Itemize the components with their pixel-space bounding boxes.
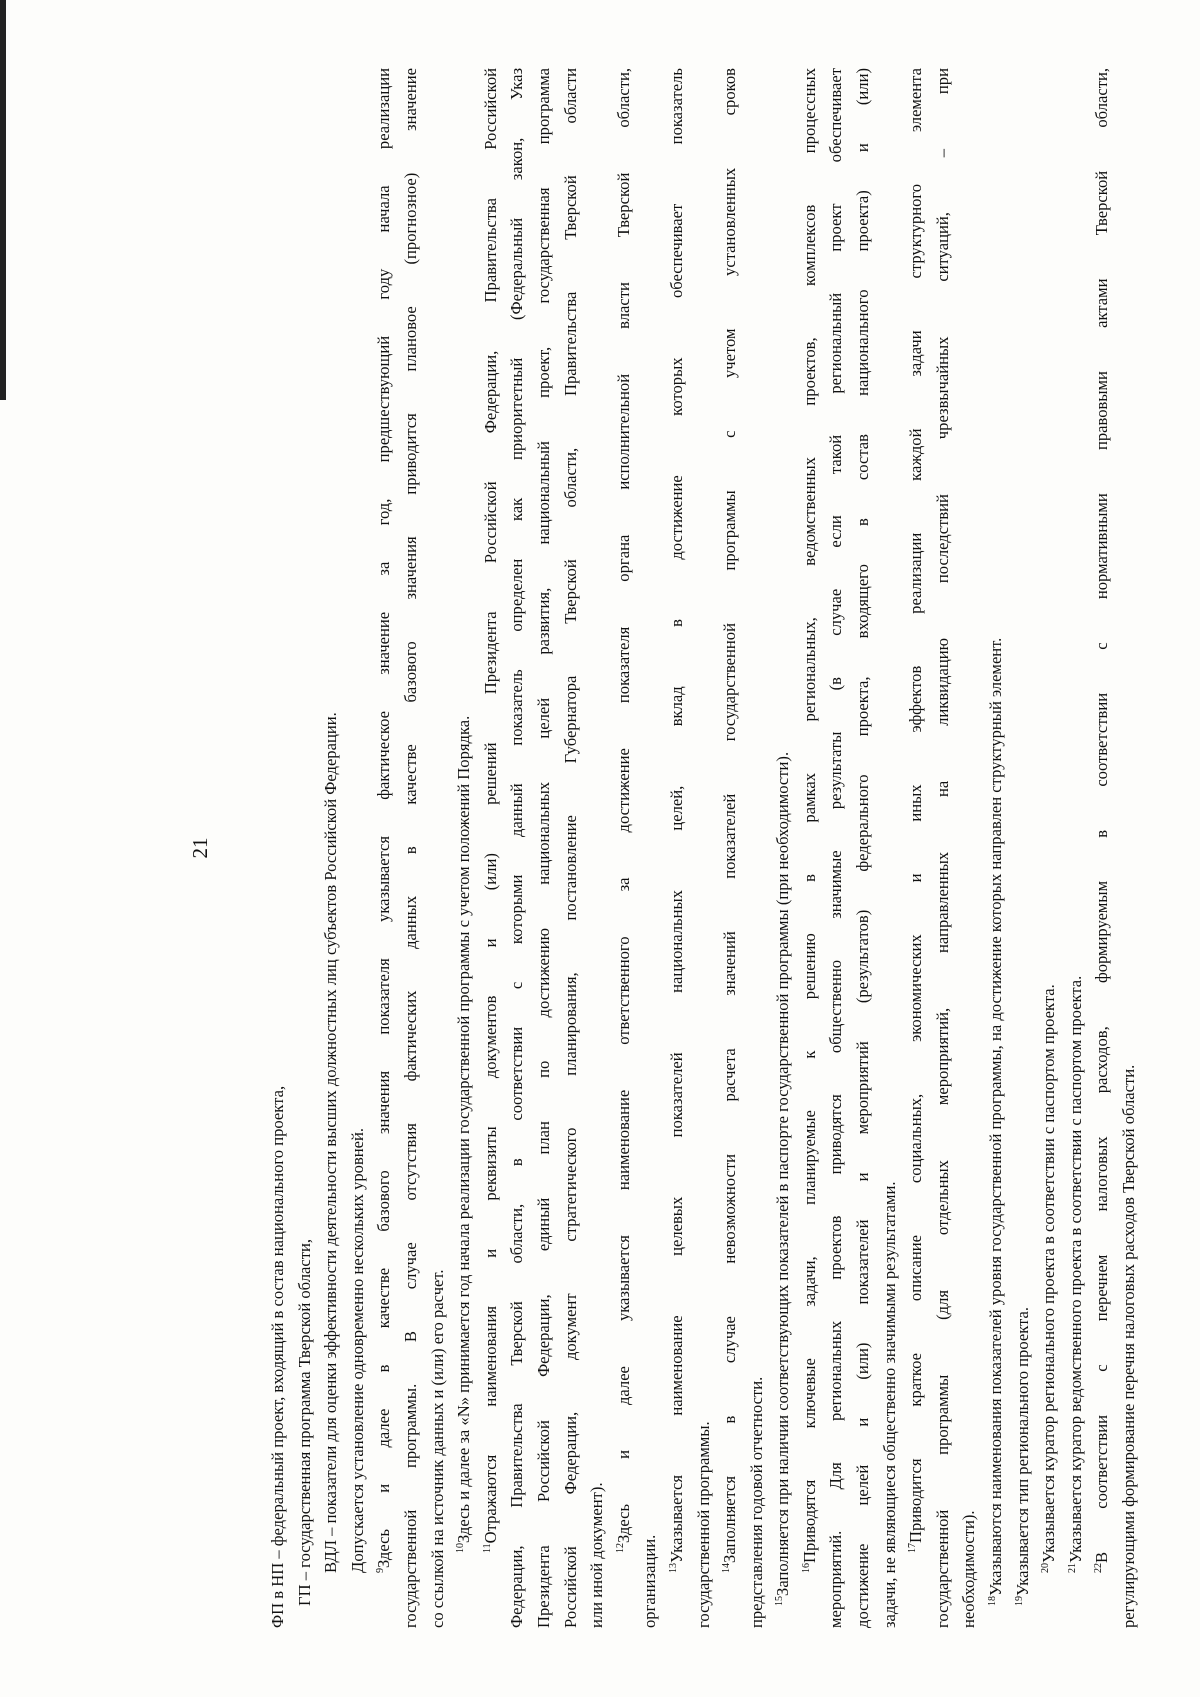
footnote-text: Федерации, Правительства Тверской области, в соответствии с которыми данный показатель определен как приоритетный (Федеральный закон, Указ xyxy=(507,68,527,1628)
footnote-line xyxy=(451,68,478,1628)
footnote-text: представления годовой отчетности. xyxy=(746,1376,766,1628)
footnote-text: Отражаются наименования и реквизиты документов и (или) решений Президента Российской Федерации, Правительства Российской xyxy=(480,68,500,1544)
footnote-line xyxy=(1063,68,1090,1628)
footnote-number: 16 xyxy=(800,1563,812,1573)
footnote-text: ГП – государственная программа Тверской области, xyxy=(294,1239,314,1606)
footnote-line xyxy=(956,68,983,1628)
footnote-line xyxy=(531,68,558,1628)
footnote-text: В соответствии с перечнем налоговых расходов, формируемым в соответствии с нормативными правовыми актами Тверской области, xyxy=(1092,68,1112,1563)
footnote-text: Здесь и далее за «N» принимается год начала реализации государственной программы с учетом положений Порядка. xyxy=(454,715,474,1543)
footnote-number: 13 xyxy=(667,1563,679,1573)
footnote-text: или иной документ). xyxy=(587,1482,607,1628)
footnote-text: Указывается куратор ведомственного проекта в соответствии с паспортом проекта. xyxy=(1065,975,1085,1563)
footnote-text: государственной программы (для отдельных мероприятий, направленных на ликвидацию последствий чрезвычайных ситуаций, – при xyxy=(932,68,952,1628)
footnote-number: 9 xyxy=(375,1568,387,1573)
footnote-number: 12 xyxy=(614,1543,626,1553)
footnote-number: 22 xyxy=(1093,1563,1105,1573)
footnote-line xyxy=(1010,68,1037,1628)
footnote-line xyxy=(584,68,611,1628)
footnote-number: 21 xyxy=(1066,1563,1078,1573)
footnote-number: 14 xyxy=(721,1563,733,1573)
footnote-line xyxy=(637,68,664,1628)
footnote-number: 10 xyxy=(455,1543,467,1553)
footnote-line xyxy=(478,68,505,1628)
footnote-line xyxy=(823,68,850,1628)
footnote-text: Приводится краткое описание социальных, экономических и иных эффектов реализации каждой задачи структурного элемента xyxy=(906,68,926,1543)
footnote-line xyxy=(371,68,398,1628)
footnote-line xyxy=(930,68,957,1628)
footnote-line xyxy=(558,68,585,1628)
footnote-line xyxy=(1116,68,1143,1628)
footnote-text: Указывается куратор регионального проекта в соответствии с паспортом проекта. xyxy=(1039,984,1059,1563)
footnote-number: 11 xyxy=(481,1543,493,1553)
footnote-text: задачи, не являющиеся общественно значимыми результатами. xyxy=(879,1181,899,1628)
footnote-text: организации. xyxy=(640,1534,660,1628)
footnote-text: Указываются наименования показателей уровня государственной программы, на достижение которых направлен структурный элемент. xyxy=(986,637,1006,1596)
footnote-number: 19 xyxy=(1013,1596,1025,1606)
footnotes-list xyxy=(265,68,1143,1628)
footnote-line xyxy=(1089,68,1116,1628)
footnote-line xyxy=(903,68,930,1628)
footnote-text: Указывается наименование целевых показателей национальных целей, вклад в достижение которых обеспечивает показатель xyxy=(666,68,686,1563)
footnote-text: регулирующими формирование перечня налоговых расходов Тверской области. xyxy=(1119,1064,1138,1628)
footnote-text: Приводятся ключевые задачи, планируемые к решению в рамках региональных, ведомственных проектов, комплексов процессных xyxy=(799,68,819,1563)
footnote-line xyxy=(292,68,319,1628)
footnote-text: Заполняется в случае невозможности расчета значений показателей государственной программы с учетом установленных сроков xyxy=(720,68,740,1563)
footnote-text: государственной программы. В случае отсутствия фактических данных в качестве базового значения приводится плановое (прогнозное) значение xyxy=(400,68,420,1628)
footnote-number: 15 xyxy=(774,1596,786,1606)
footnote-line xyxy=(265,68,292,1628)
footnote-text: Российской Федерации, документ стратегического планирования, постановление Губернатора Тверской области, Правительства Тверской области xyxy=(560,68,580,1628)
footnote-text: ВДЛ – показатели для оценки эффективности деятельности высших должностных лиц субъектов Российской Федерации. xyxy=(321,712,341,1573)
footnote-line xyxy=(1036,68,1063,1628)
footnote-line xyxy=(744,68,771,1628)
footnote-text: Допускается установление одновременно нескольких уровней. xyxy=(347,1127,367,1573)
footnote-line xyxy=(425,68,452,1628)
footnote-line xyxy=(611,68,638,1628)
footnote-line xyxy=(398,68,425,1628)
footnote-line xyxy=(345,68,372,1628)
footnote-line xyxy=(877,68,904,1628)
footnote-text: ФП в НП – федеральный проект, входящий в состав национального проекта, xyxy=(268,1085,287,1628)
footnote-text: со ссылкой на источник данных и (или) его расчет. xyxy=(427,1269,447,1628)
footnote-text: Указывается тип регионального проекта. xyxy=(1012,1306,1032,1596)
footnote-line xyxy=(717,68,744,1628)
rotated-footnotes-block xyxy=(188,68,1143,1628)
footnote-text: Заполняется при наличии соответствующих показателей в паспорте государственной программы (при необходимости). xyxy=(773,751,793,1596)
footnote-line xyxy=(664,68,691,1628)
footnote-text: государственной программы. xyxy=(693,1421,713,1628)
footnote-line xyxy=(691,68,718,1628)
footnote-line xyxy=(850,68,877,1628)
footnote-number: 17 xyxy=(907,1543,919,1553)
footnote-number: 20 xyxy=(1040,1563,1052,1573)
footnote-text: Президента Российской Федерации, единый план по достижению национальных целей развития, национальный проект, государственная программа xyxy=(533,68,553,1628)
footnote-text: достижение целей и (или) показателей и мероприятий (результатов) федерального проекта, входящего в состав национального проекта) и (или) xyxy=(853,68,873,1628)
footnote-line xyxy=(504,68,531,1628)
footnote-line xyxy=(983,68,1010,1628)
page-number: 21 xyxy=(188,837,212,859)
footnote-line xyxy=(797,68,824,1628)
footnote-text: мероприятий. Для региональных проектов приводятся общественно значимые результаты (в случае если такой региональный проект обеспечивает xyxy=(826,68,846,1628)
footnote-line xyxy=(318,68,345,1628)
footnote-line xyxy=(770,68,797,1628)
footnote-number: 18 xyxy=(987,1596,999,1606)
footnote-text: Здесь и далее указывается наименование ответственного за достижение показателя органа исполнительной власти Тверской области, xyxy=(613,68,633,1543)
footnote-text: необходимости). xyxy=(959,1510,979,1628)
footnote-text: Здесь и далее в качестве базового значения показателя указывается фактическое значение за год, предшествующий году начала реализации xyxy=(374,68,394,1568)
scan-edge-shadow xyxy=(0,0,6,400)
